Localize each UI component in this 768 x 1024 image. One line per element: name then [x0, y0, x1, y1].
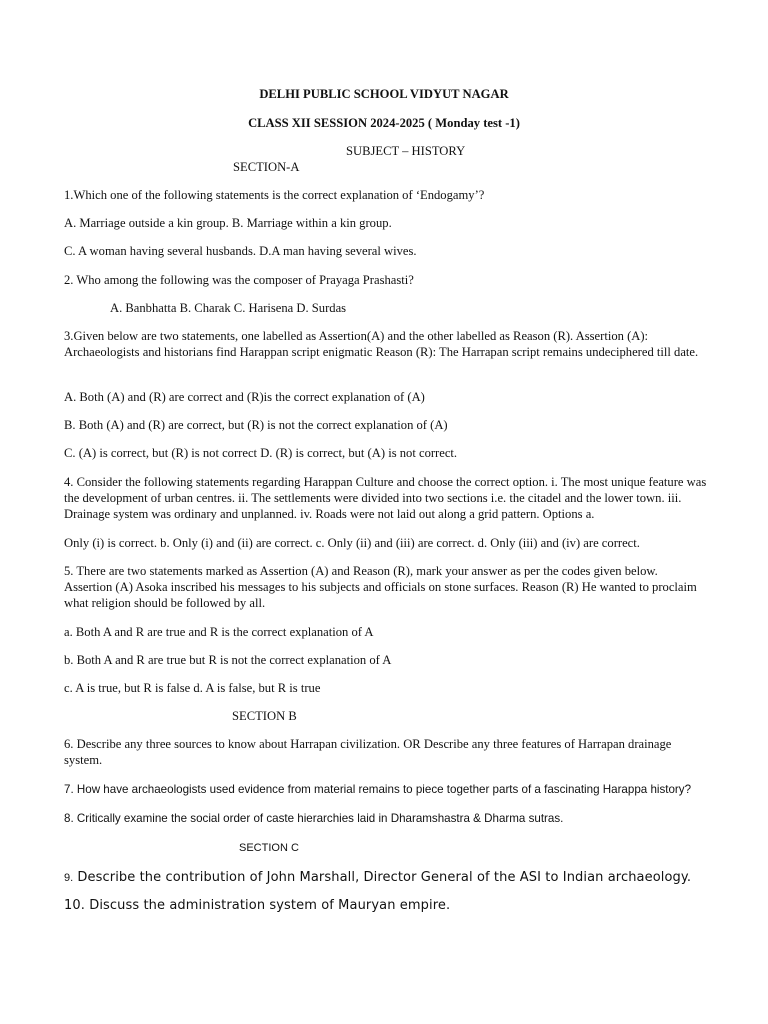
- class-session: CLASS XII SESSION 2024-2025 ( Monday test -1): [248, 116, 520, 130]
- question-7: 7. How have archaeologists used evidence from material remains to piece together parts of a fascinating Harappa history?: [64, 783, 692, 796]
- question-1-options-cd: C. A woman having several husbands. D.A man having several wives.: [64, 244, 417, 258]
- question-1: 1.Which one of the following statements is the correct explanation of ‘Endogamy’?: [64, 188, 485, 202]
- question-3-option-b: B. Both (A) and (R) are correct, but (R) is not the correct explanation of (A): [64, 418, 448, 432]
- question-8: 8. Critically examine the social order of caste hierarchies laid in Dharamshastra & Dharma sutras.: [64, 812, 564, 825]
- question-10: 10. Discuss the administration system of Mauryan empire.: [64, 898, 451, 913]
- question-9-number: 9.: [64, 872, 74, 884]
- subject-title: SUBJECT – HISTORY: [346, 144, 466, 158]
- school-name: DELHI PUBLIC SCHOOL VIDYUT NAGAR: [259, 87, 509, 101]
- question-9-text: Describe the contribution of John Marshall, Director General of the ASI to Indian archaeology.: [73, 870, 692, 885]
- question-5-option-a: a. Both A and R are true and R is the correct explanation of A: [64, 625, 374, 639]
- question-6: 6. Describe any three sources to know about Harrapan civilization. OR Describe any three features of Harrapan drainage system.: [64, 737, 672, 767]
- question-1-options-ab: A. Marriage outside a kin group. B. Marriage within a kin group.: [64, 216, 392, 230]
- section-a-heading: SECTION-A: [233, 160, 300, 174]
- question-5-option-b: b. Both A and R are true but R is not the correct explanation of A: [64, 653, 392, 667]
- question-3-option-a: A. Both (A) and (R) are correct and (R)is the correct explanation of (A): [64, 390, 425, 404]
- question-4: 4. Consider the following statements regarding Harappan Culture and choose the correct option. i. The most unique feature was the development of urban centres. ii. The settlements were divided into two sections i.e. the citadel and the lower town. iii. Drainage system was ordinary and unplanned. iv. Roads were not laid out along a grid pattern. Options a.: [64, 475, 707, 521]
- question-5: 5. There are two statements marked as Assertion (A) and Reason (R), mark your answer as per the codes given below. Assertion (A) Asoka inscribed his messages to his subjects and officials on stone surfaces. Reason (R) He wanted to proclaim what religion should be followed by all.: [64, 564, 697, 610]
- section-c-heading: SECTION C: [239, 842, 299, 854]
- question-9: [64, 869, 691, 886]
- question-3: 3.Given below are two statements, one labelled as Assertion(A) and the other labelled as Reason (R). Assertion (A): Archaeologists and historians find Harappan script enigmatic Reason (R): The Harrapan script remains undeciphered till date.: [64, 329, 699, 359]
- question-2: 2. Who among the following was the composer of Prayaga Prashasti?: [64, 273, 414, 287]
- question-2-options: A. Banbhatta B. Charak C. Harisena D. Surdas: [110, 301, 347, 315]
- question-4-options: Only (i) is correct. b. Only (i) and (ii) are correct. c. Only (ii) and (iii) are correct. d. Only (iii) and (iv) are correct.: [64, 536, 640, 550]
- section-b-heading: SECTION B: [232, 709, 297, 723]
- question-5-options-cd: c. A is true, but R is false d. A is false, but R is true: [64, 681, 321, 695]
- question-3-options-cd: C. (A) is correct, but (R) is not correct D. (R) is correct, but (A) is not correct.: [64, 446, 458, 460]
